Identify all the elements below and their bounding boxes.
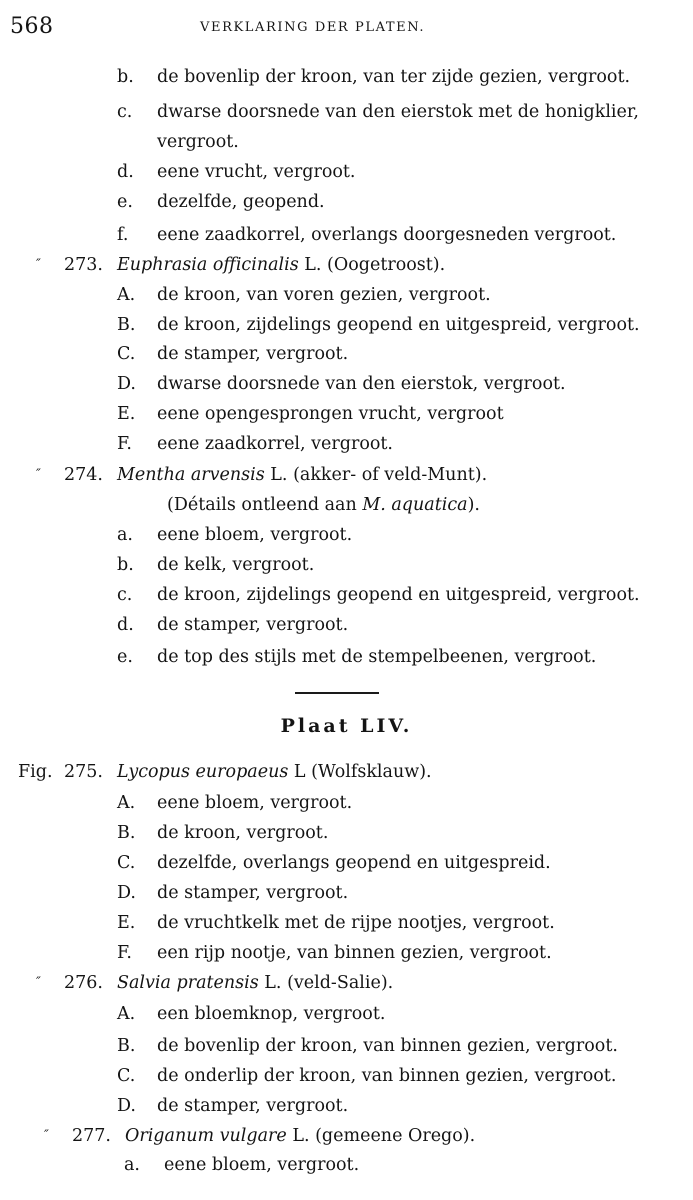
page-number: 568: [10, 14, 54, 39]
ditto-mark: ″: [44, 1128, 49, 1143]
species-name: Origanum vulgare L. (gemeene Orego).: [125, 1126, 476, 1146]
ditto-mark: ″: [36, 467, 41, 482]
figure-number: 276.: [64, 973, 103, 993]
section-title: Plaat LIV.: [280, 715, 413, 737]
species-name: Euphrasia officinalis L. (Oogetroost).: [117, 255, 446, 275]
figure-number: 275.: [64, 762, 103, 782]
figure-number: 273.: [64, 255, 103, 275]
species-name: Lycopus europaeus L (Wolfsklauw).: [117, 762, 432, 782]
ditto-mark: ″: [36, 975, 41, 990]
running-title: VERKLARING DER PLATEN.: [200, 20, 426, 35]
ditto-mark: ″: [36, 257, 41, 272]
species-name: Mentha arvensis L. (akker- of veld-Munt).: [117, 465, 488, 485]
section-divider: [295, 692, 379, 694]
figure-number: 274.: [64, 465, 103, 485]
page-header: [0, 14, 693, 44]
figure-prefix: Fig.: [18, 762, 53, 782]
species-name: Salvia pratensis L. (veld-Salie).: [117, 973, 394, 993]
figure-number: 277.: [72, 1126, 111, 1146]
